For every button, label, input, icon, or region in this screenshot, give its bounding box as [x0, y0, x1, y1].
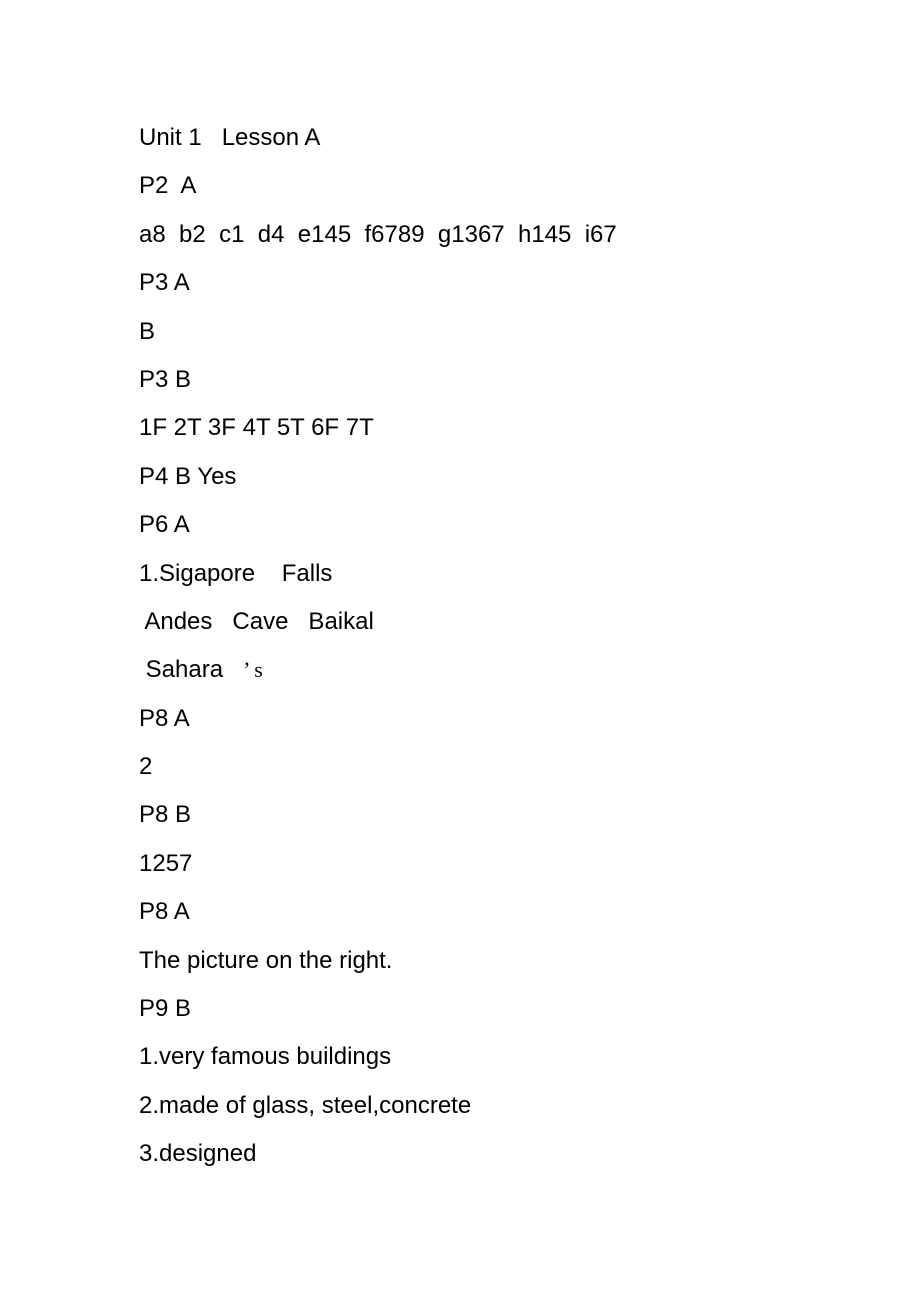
section-label: P2 A [139, 172, 197, 200]
section-label: P9 B [139, 995, 192, 1023]
section-label: P8 B [139, 801, 192, 829]
answer-line: 2 [139, 753, 153, 781]
answer-line: 1F 2T 3F 4T 5T 6F 7T [139, 414, 374, 442]
answer-line: a8 b2 c1 d4 e145 f6789 g1367 h145 i67 [139, 220, 617, 248]
answer-line: 1.Sigapore Falls [139, 559, 333, 587]
answer-line: Andes Cave Baikal [139, 607, 374, 635]
section-label: P3 A [139, 269, 190, 297]
answer-line: 2.made of glass, steel,concrete [139, 1091, 472, 1119]
possessive-suffix: ’ s [243, 657, 263, 683]
unit-heading: Unit 1 Lesson A [139, 124, 321, 151]
answer-line: The picture on the right. [139, 946, 393, 974]
answer-line: 1.very famous buildings [139, 1043, 392, 1071]
answer-line: B [139, 317, 156, 345]
answer-line: 1257 [139, 849, 193, 877]
section-label: P6 A [139, 511, 190, 539]
answer-line-sahara [139, 652, 859, 700]
section-label: P8 A [139, 704, 190, 732]
answer-lines [139, 120, 859, 1185]
sahara-text: Sahara [139, 656, 244, 684]
section-label: P4 B Yes [139, 462, 237, 490]
section-label: P8 A [139, 898, 190, 926]
section-label: P3 B [139, 365, 192, 393]
answer-line: 3.designed [139, 1140, 257, 1168]
